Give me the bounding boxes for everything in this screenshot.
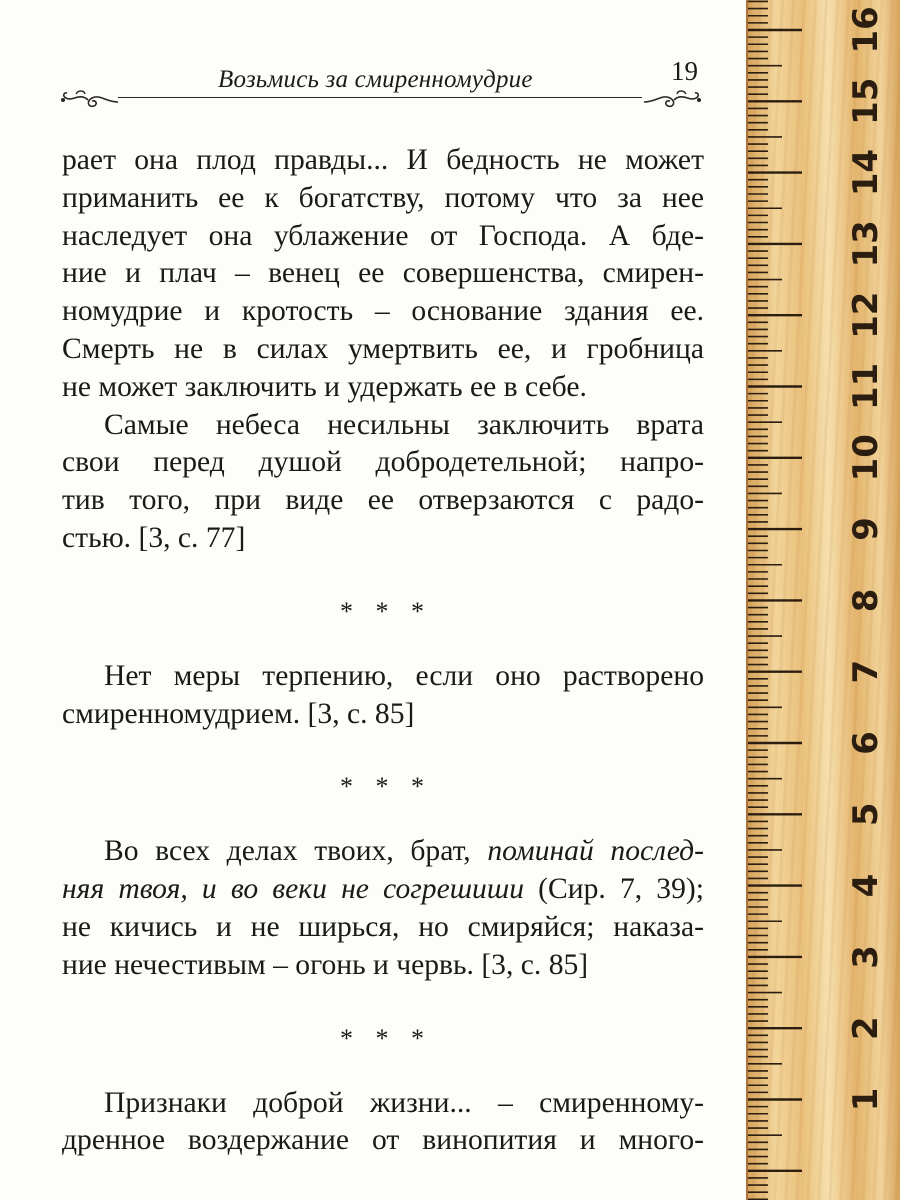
text-line: тив того, при виде ее отверзаются с радо-: [62, 484, 704, 517]
ruler-label: 13: [846, 220, 886, 268]
ruler-label: 16: [846, 6, 886, 54]
text-line: Самые небеса несильны заключить врата: [104, 408, 704, 441]
text-line: дренное воздержание от винопития и много-: [62, 1124, 704, 1157]
text-line: наследует она ублажение от Господа. А бде-: [62, 219, 704, 252]
text-line: номудрие и кротость – основание здания ее.: [62, 295, 704, 328]
italic-quote: поминай послед-: [487, 835, 705, 868]
running-header: [58, 58, 704, 106]
ruler-label: 15: [846, 77, 886, 125]
ruler-label: 12: [846, 291, 886, 339]
text-line: ние нечестивым – огонь и червь. [3, с. 85]: [62, 948, 589, 981]
text-line: Смерть не в силах умертвить ее, и гробница: [62, 332, 704, 365]
ruler-label: 5: [846, 802, 886, 827]
text-line: Признаки доброй жизни... – смиренному-: [104, 1086, 704, 1119]
text-line: рает она плод правды... И бедность не может: [62, 144, 704, 176]
ruler-scale: [748, 0, 900, 1200]
left-flourish-ornament: [58, 80, 120, 108]
section-separator: * * *: [340, 596, 432, 626]
italic-quote: няя твоя, и во веки не согрешиши: [62, 873, 524, 906]
section-separator: * * *: [340, 772, 432, 802]
ruler-label: 2: [846, 1016, 886, 1041]
text-line: ние и плач – венец ее совершенства, смирен-: [62, 257, 704, 290]
ruler-label: 14: [846, 148, 886, 197]
ruler-label: 3: [846, 945, 886, 969]
text-line: приманить ее к богатству, потому что за нее: [62, 181, 704, 214]
section-separator: * * *: [340, 1023, 432, 1053]
text-line: Нет меры терпению, если оно растворено: [104, 659, 704, 692]
ruler-label: 9: [846, 517, 886, 541]
ruler-label: 7: [846, 659, 886, 684]
text-fragment: Во всех делах твоих, брат,: [104, 835, 488, 868]
text-line: стью. [3, с. 77]: [62, 521, 246, 554]
text-line: смиренномудрием. [3, с. 85]: [62, 697, 415, 730]
text-line: не кичись и не ширься, но смиряйся; наказа-: [62, 910, 704, 943]
text-line: не может заключить и удержать ее в себе.: [62, 370, 587, 403]
ruler-label: 11: [846, 362, 886, 411]
text-line: свои перед душой добродетельной; напро-: [62, 446, 704, 479]
page-number: 19: [671, 56, 698, 86]
ruler-label: 6: [846, 731, 886, 755]
ruler-label: 10: [846, 434, 886, 482]
page-text: [62, 142, 704, 1160]
text-line: [62, 833, 704, 871]
ruler-label: 1: [846, 1087, 886, 1112]
running-header-title: Возьмись за смиренномудрие: [218, 66, 533, 93]
header-rule: [118, 97, 642, 98]
text-line: [62, 871, 704, 909]
right-flourish-ornament: [642, 80, 704, 108]
wooden-ruler: [746, 0, 900, 1200]
ruler-label: 8: [846, 588, 886, 613]
text-fragment: (Сир. 7, 39);: [524, 873, 704, 906]
ruler-label: 4: [846, 873, 886, 898]
